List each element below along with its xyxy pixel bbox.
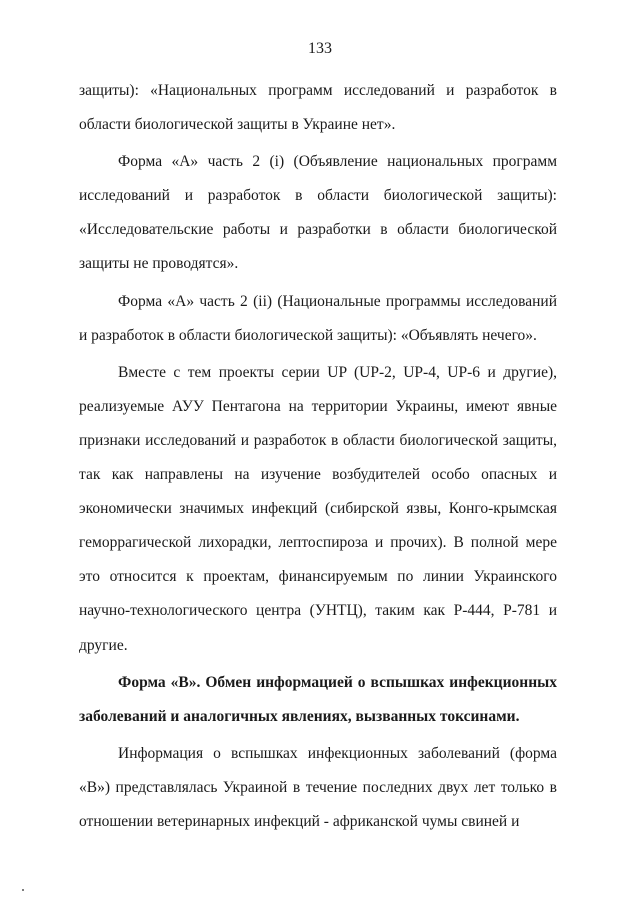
scan-speck [22,889,24,891]
paragraph-form-a-part2-ii: Форма «А» часть 2 (ii) (Национальные программы исследований и разработок в области биологической защиты): «Объявлять нечего». [79,292,557,344]
document-body [79,74,557,839]
page-number: 133 [308,40,332,57]
paragraph-outbreak-info: Информация о вспышках инфекционных заболеваний (форма «В») представлялась Украиной в течение последних двух лет только в отношении ветеринарных инфекций - африканской чумы свиней и [79,744,557,830]
paragraph-continuation: защиты): «Национальных программ исследований и разработок в области биологической защиты в Украине нет». [79,82,557,134]
paragraph-up-projects: Вместе с тем проекты серии UP (UP-2, UP-4, UP-6 и другие), реализуемые АУУ Пентагона на территории Украины, имеют явные признаки исследований и разработок в области биологической защиты, так как направлены на изучение возбудителей особо опасных и экономически значимых инфекций (сибирской язвы, Конго-крымская геморрагической лихорадки, лептоспироза и прочих). В полной мере это относится к проектам, финансируемым по линии Украинского научно-технологического центра (УНТЦ), таким как Р-444, Р-781 и другие. [79,363,557,654]
section-heading-form-b: Форма «В». Обмен информацией о вспышках инфекционных заболеваний и аналогичных явлениях, вызванных токсинами. [79,673,557,725]
paragraph-form-a-part2-i: Форма «А» часть 2 (i) (Объявление национальных программ исследований и разработок в области биологической защиты): «Исследовательские работы и разработки в области биологической защиты не проводятся». [79,153,557,273]
